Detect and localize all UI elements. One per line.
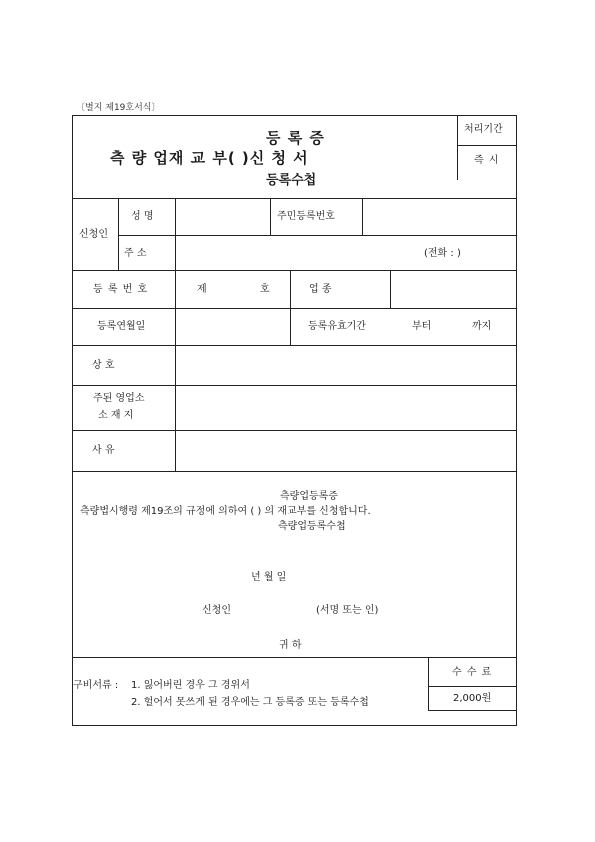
address-field[interactable]: [176, 236, 416, 269]
divider: [457, 115, 458, 180]
statement-text: 측량법시행령 제19조의 규정에 의하여 ( ) 의 재교부를 신청합니다.: [80, 506, 371, 517]
trade-name-label: 상 호: [92, 360, 115, 371]
divider: [72, 471, 517, 472]
divider: [457, 145, 517, 146]
applicant-section-label: 신청인: [79, 229, 108, 240]
processing-period-value: 즉 시: [474, 155, 500, 166]
reason-label: 사 유: [92, 445, 115, 456]
office-location-field[interactable]: [176, 386, 516, 429]
main-office-label: 주된 영업소: [93, 393, 145, 404]
fee-label: 수 수 료: [452, 667, 493, 678]
business-type-label: 업 종: [309, 284, 332, 295]
registration-number-label: 등 록 번 호: [93, 284, 149, 295]
name-field[interactable]: [176, 199, 269, 234]
application-date: 년 월 일: [251, 572, 287, 583]
business-type-field[interactable]: [391, 271, 516, 307]
validity-to-label: 까지: [472, 321, 492, 332]
title-option-booklet: 등록수첩: [266, 173, 317, 188]
trade-name-field[interactable]: [176, 346, 516, 384]
registration-number-field[interactable]: [210, 272, 255, 306]
location-label: 소 재 지: [98, 410, 134, 421]
resident-number-field[interactable]: [363, 199, 516, 234]
divider: [290, 270, 291, 345]
required-documents-label: 구비서류 :: [73, 680, 119, 691]
validity-from-label: 부터: [412, 321, 432, 332]
registration-date-label: 등록연월일: [97, 321, 146, 332]
phone-label: (전화 : ): [424, 248, 461, 259]
divider: [428, 710, 517, 711]
name-label: 성 명: [131, 211, 154, 222]
divider: [270, 198, 271, 235]
divider: [118, 198, 119, 270]
required-document-item: 1. 잃어버린 경우 그 경위서: [131, 680, 250, 691]
signature-note: (서명 또는 인): [316, 605, 379, 616]
registration-number-suffix: 호: [260, 284, 270, 295]
address-label: 주 소: [124, 248, 147, 259]
title-option-certificate: 등 록 증: [266, 129, 325, 147]
recipient-label: 귀 하: [279, 640, 302, 651]
statement-option-certificate: 측량업등록증: [280, 491, 338, 502]
registration-date-field[interactable]: [176, 309, 289, 344]
resident-number-label: 주민등록번호: [277, 211, 335, 222]
validity-period-label: 등록유효기간: [308, 321, 366, 332]
signature-field[interactable]: [240, 600, 310, 620]
divider: [72, 657, 517, 658]
required-document-item: 2. 헐어서 못쓰게 된 경우에는 그 등록증 또는 등록수첩: [131, 697, 369, 708]
divider: [72, 308, 517, 309]
processing-period-label: 처리기간: [464, 124, 503, 135]
form-number-label: 〔별지 제19호서식〕: [76, 103, 161, 113]
fee-value: 2,000원: [453, 693, 492, 704]
registration-number-prefix: 제: [197, 284, 207, 295]
divider: [428, 686, 517, 687]
reason-field[interactable]: [176, 431, 516, 470]
statement-option-booklet: 측량업등록수첩: [278, 521, 346, 532]
page-title: 측 량 업재 교 부( )신 청 서: [110, 149, 309, 167]
applicant-signature-label: 신청인: [202, 605, 231, 616]
divider: [428, 657, 429, 710]
